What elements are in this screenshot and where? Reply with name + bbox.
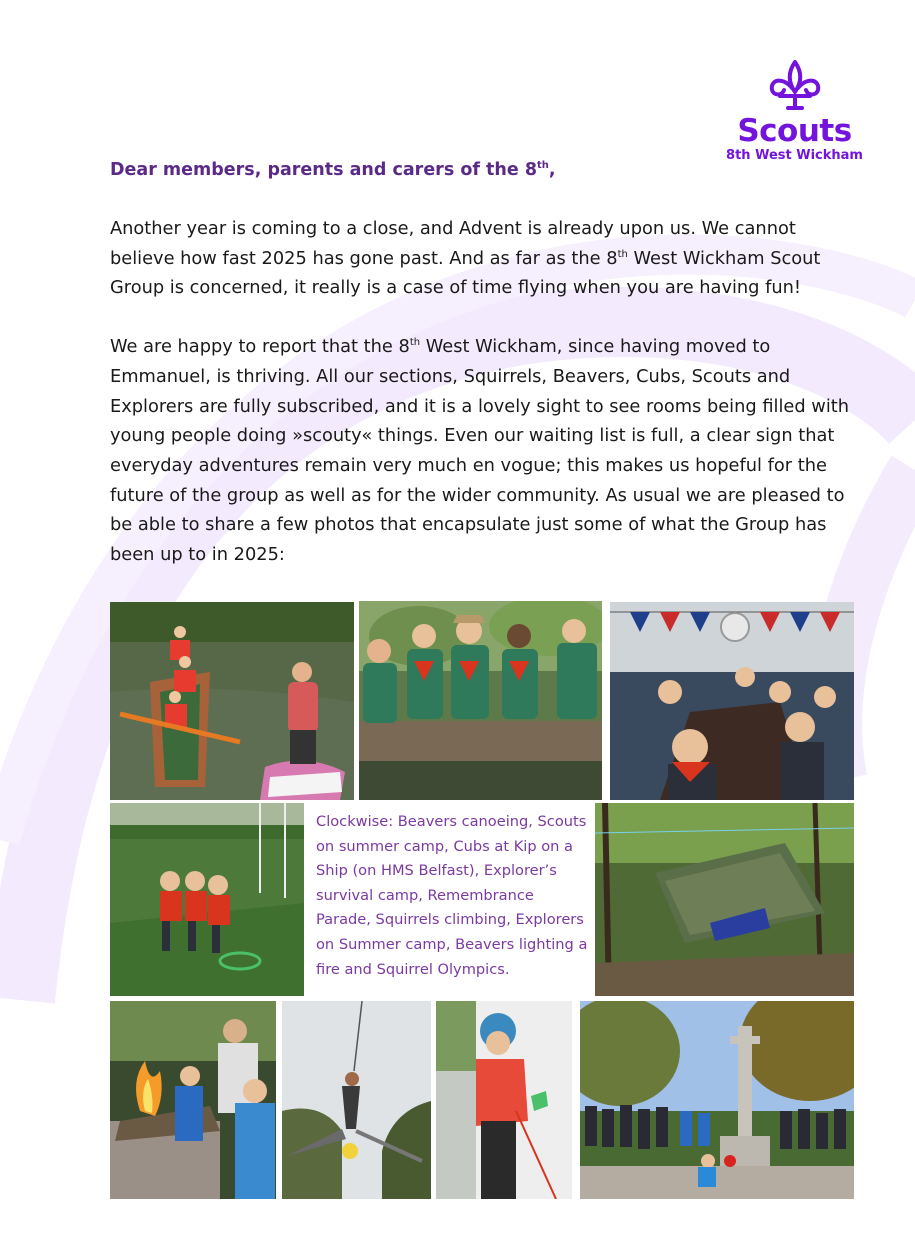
paragraph-intro: Another year is coming to a close, and Advent is already upon us. We cannot believe how fast 2025 has gone past. And as far as the 8th West Wickham Scout Group is concerned, it really is a case of time flying when you are having fun! — [110, 218, 821, 299]
letter-body — [110, 155, 855, 570]
photo-scouts-summer-camp — [359, 601, 602, 800]
fleur-de-lis-icon — [766, 58, 824, 112]
photo-beavers-lighting-fire — [110, 1001, 276, 1199]
photo-explorers-summer-camp — [282, 1001, 431, 1199]
scouts-logo — [722, 58, 867, 164]
photo-beavers-canoeing — [110, 602, 354, 800]
photo-squirrel-olympics — [110, 803, 304, 996]
photo-cubs-kip-on-a-ship — [610, 602, 854, 800]
logo-wordmark: Scouts — [737, 113, 852, 149]
salutation: Dear members, parents and carers of the 8th, — [110, 160, 556, 180]
photo-remembrance-parade — [580, 1001, 854, 1199]
photo-caption: Clockwise: Beavers canoeing, Scouts on summer camp, Cubs at Kip on a Ship (on HMS Belfast), Explorer’s survival camp, Remembrance Parade, Squirrels climbing, Explorers on Summer camp, Beavers lighting a fire and Squirrel Olympics. — [316, 813, 588, 978]
logo-group-name: 8th West Wickham — [726, 148, 863, 163]
photo-explorer-survival-camp — [595, 803, 854, 996]
photo-squirrels-climbing — [436, 1001, 572, 1199]
paragraph-report: We are happy to report that the 8th West Wickham, since having moved to Emmanuel, is thriving. All our sections, Squirrels, Beavers, Cubs, Scouts and Explorers are fully subscribed, and it is a lovely sight to see rooms being filled with young people doing »scouty« things. Even our waiting list is full, a clear sign that everyday adventures remain very much en vogue; this makes us hopeful for the future of the group as well as for the wider community. As usual we are pleased to be able to share a few photos that encapsulate just some of what the Group has been up to in 2025: — [110, 336, 849, 566]
